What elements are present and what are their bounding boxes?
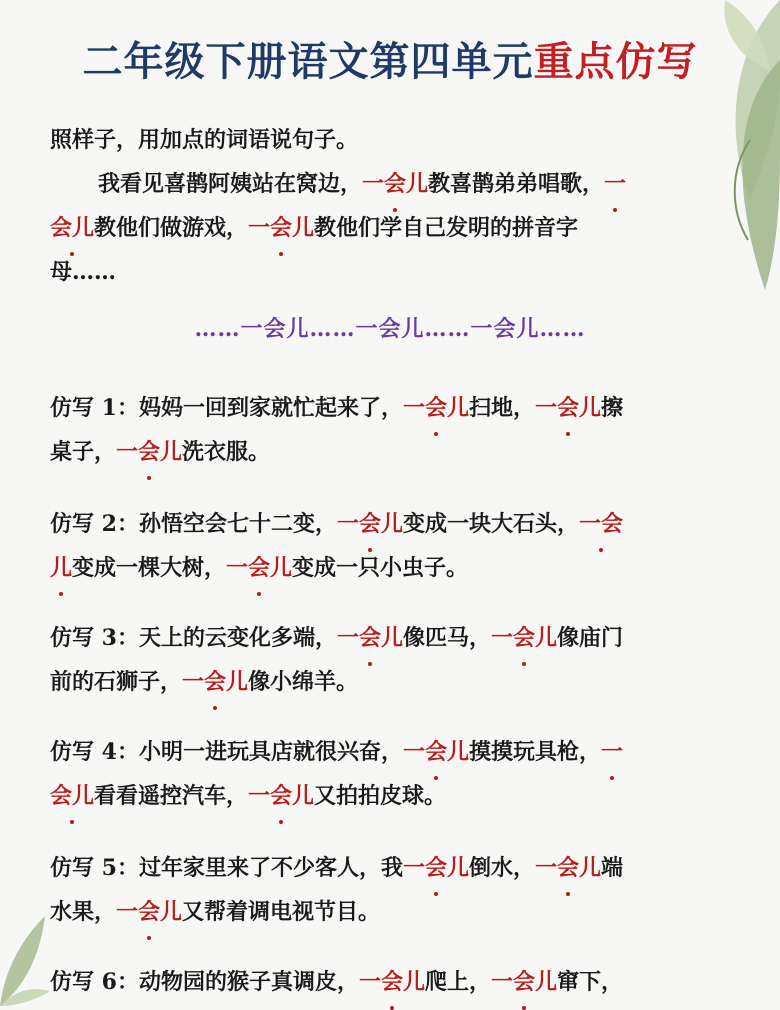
- pattern-line: ……一会儿……一会儿……一会儿……: [194, 316, 586, 342]
- item-5: 仿写 5：过年家里来了不少客人，我一会儿倒水，一会儿端 水果，一会儿又帮着调电视节目。: [50, 846, 720, 934]
- instruction: 照样子，用加点的词语说句子。: [50, 127, 359, 153]
- item-3: 仿写 3：天上的云变化多端，一会儿像匹马，一会儿像庙门 前的石狮子，一会儿像小绵羊。: [50, 616, 720, 704]
- example-line-3: 母……: [50, 259, 117, 285]
- item-2: 仿写 2：孙悟空会七十二变，一会儿变成一块大石头，一会 儿变成一棵大树，一会儿变成一只小虫子。: [50, 502, 720, 590]
- keyword: 一会儿: [362, 171, 428, 197]
- example-block: [50, 118, 720, 294]
- item-1: 仿写 1：妈妈一回到家就忙起来了，一会儿扫地，一会儿擦 桌子，一会儿洗衣服。: [50, 386, 720, 474]
- example-line-2: 会儿教他们做游戏，一会儿教他们学自己发明的拼音字: [50, 206, 720, 250]
- item-4: 仿写 4：小明一进玩具店就很兴奋，一会儿摸摸玩具枪，一 会儿看看遥控汽车，一会儿又拍拍皮球。: [50, 730, 720, 818]
- page-title: 二年级下册语文第四单元重点仿写: [82, 39, 698, 85]
- example-line-1: 我看见喜鹊阿姨站在窝边，一会儿教喜鹊弟弟唱歌，一: [50, 162, 720, 206]
- item-6: 仿写 6：动物园的猴子真调皮，一会儿爬上，一会儿窜下，: [50, 960, 720, 1004]
